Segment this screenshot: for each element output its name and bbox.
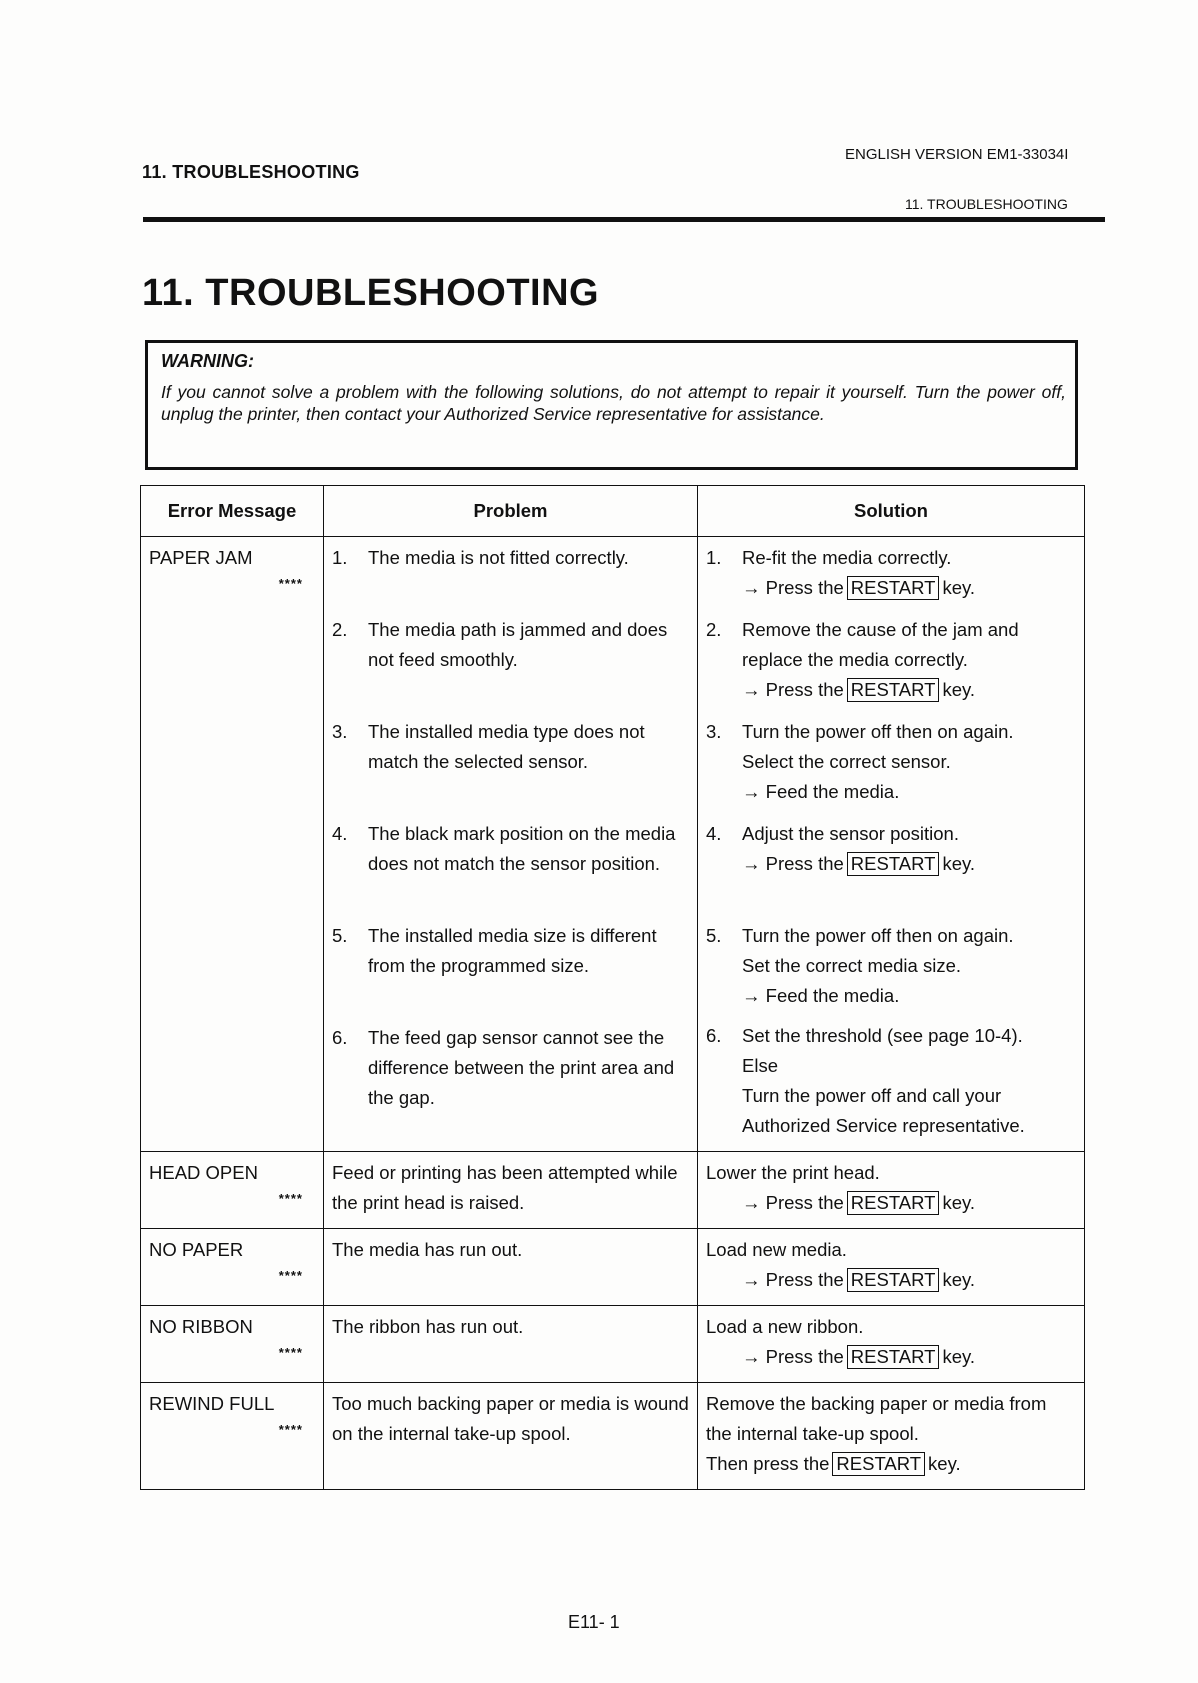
error-cell	[141, 1306, 324, 1383]
table-row-head-open	[141, 1152, 1085, 1229]
restart-key: RESTART	[832, 1452, 925, 1476]
restart-key: RESTART	[847, 1191, 940, 1215]
warning-box	[145, 340, 1078, 470]
solution-cell: Load new media. → Press the RESTART key.	[698, 1229, 1085, 1306]
restart-key: RESTART	[847, 576, 940, 600]
page-title: 11. TROUBLESHOOTING	[142, 272, 600, 314]
error-cell	[141, 1229, 324, 1306]
solution-cell	[698, 537, 1085, 1152]
solution-cell: Remove the backing paper or media from the internal take-up spool. Then press the RESTART key.	[698, 1383, 1085, 1490]
table-header-row	[141, 486, 1085, 537]
col-error-message: Error Message	[141, 486, 324, 537]
col-problem: Problem	[324, 486, 698, 537]
solution-cell: Lower the print head. → Press the RESTART key.	[698, 1152, 1085, 1229]
header-left: 11. TROUBLESHOOTING	[142, 162, 360, 182]
restart-key: RESTART	[847, 1345, 940, 1369]
table-row-paper-jam	[141, 537, 1085, 1152]
error-code-stars: ****	[278, 1345, 303, 1360]
header-right: 11. TROUBLESHOOTING	[905, 196, 1068, 212]
problem-item: 1. The media is not fitted correctly.	[332, 547, 629, 568]
problem-cell: Too much backing paper or media is wound on the internal take-up spool.	[324, 1383, 698, 1490]
problem-cell: Feed or printing has been attempted while the print head is raised.	[324, 1152, 698, 1229]
error-cell	[141, 1383, 324, 1490]
header-rule	[143, 217, 1105, 222]
error-code-stars: ****	[278, 1191, 303, 1206]
col-solution: Solution	[698, 486, 1085, 537]
warning-heading: WARNING:	[161, 351, 254, 371]
solution-item: 3. Turn the power off then on again. Select the correct sensor. → Feed the media.	[706, 721, 1014, 802]
error-code-stars: ****	[278, 1268, 303, 1283]
problem-item: 3. The installed media type does not match the selected sensor.	[332, 721, 645, 772]
restart-key: RESTART	[847, 1268, 940, 1292]
error-code-stars: ****	[278, 1422, 303, 1437]
problem-item: 5. The installed media size is different from the programmed size.	[332, 925, 657, 976]
solution-item: 6. Set the threshold (see page 10-4). Else Turn the power off and call your Authorized Service representative.	[706, 1025, 1025, 1136]
problem-cell: The media has run out.	[324, 1229, 698, 1306]
page-number: E11- 1	[568, 1612, 620, 1632]
problem-item: 6. The feed gap sensor cannot see the difference between the print area and the gap.	[332, 1027, 675, 1108]
error-message: HEAD OPEN	[149, 1162, 258, 1183]
error-cell	[141, 1152, 324, 1229]
troubleshooting-table	[140, 485, 1085, 1490]
solution-item: 1. Re-fit the media correctly. → Press the RESTART key.	[706, 547, 975, 598]
table-row-rewind-full	[141, 1383, 1085, 1490]
table-row-no-paper	[141, 1229, 1085, 1306]
solution-cell: Load a new ribbon. → Press the RESTART key.	[698, 1306, 1085, 1383]
problem-item: 4. The black mark position on the media does not match the sensor position.	[332, 823, 676, 874]
error-message: NO RIBBON	[149, 1316, 253, 1337]
restart-key: RESTART	[847, 678, 940, 702]
error-message: PAPER JAM	[149, 547, 253, 568]
solution-item: 5. Turn the power off then on again. Set the correct media size. → Feed the media.	[706, 925, 1014, 1006]
solution-item: 4. Adjust the sensor position. → Press the RESTART key.	[706, 823, 975, 874]
problem-cell: The ribbon has run out.	[324, 1306, 698, 1383]
error-message: NO PAPER	[149, 1239, 244, 1260]
error-message: REWIND FULL	[149, 1393, 275, 1414]
warning-text: If you cannot solve a problem with the following solutions, do not attempt to repair it yourself. Turn the power off, unplug the printer, then contact your Authorized Service representative for assistance.	[161, 382, 1066, 424]
solution-item: 2. Remove the cause of the jam and replace the media correctly. → Press the RESTART key.	[706, 619, 1019, 700]
table-row-no-ribbon	[141, 1306, 1085, 1383]
header-version: ENGLISH VERSION EM1-33034I	[845, 146, 1069, 163]
problem-item: 2. The media path is jammed and does not feed smoothly.	[332, 619, 668, 670]
error-code-stars: ****	[278, 576, 303, 591]
error-cell	[141, 537, 324, 1152]
restart-key: RESTART	[847, 852, 940, 876]
problem-cell	[324, 537, 698, 1152]
